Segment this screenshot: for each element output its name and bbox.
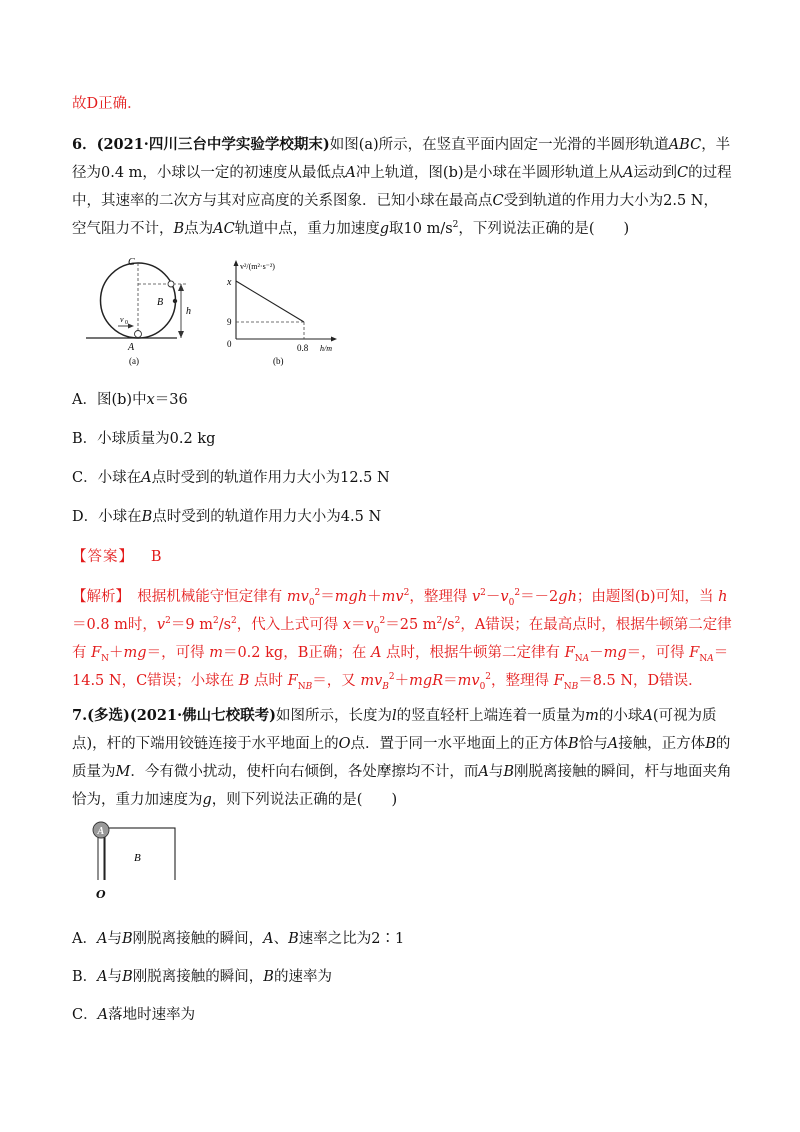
q7-option-a[interactable]: A．A与B刚脱离接触的瞬间，A、B速率之比为2∶1 xyxy=(72,931,405,947)
label-h: h xyxy=(186,306,191,317)
q6-option-a[interactable]: A．图(b)中x＝36 xyxy=(72,392,188,408)
q7-figure xyxy=(72,818,212,880)
answer-value: B xyxy=(150,549,163,565)
q7-stem: 7.(多选)(2021·佛山七校联考)如图所示，长度为l的竖直轻杆上端连着一质量为m的小球A(可视为质点)，杆的下端用铰链连接于水平地面上的O点．置于同一水平地面上的正方体B恰与A接触，正方体B的质量为M．今有微小扰动，使杆向右倾倒，各处摩擦均不计，而A与B刚脱离接触的瞬间，杆与地面夹角恰为，重力加速度为g，则下列说法正确的是( ) xyxy=(72,707,732,808)
q7-number: 7. xyxy=(72,707,88,724)
q6-answer xyxy=(72,546,162,568)
q6-option-b[interactable]: B．小球质量为0.2 kg xyxy=(72,431,216,447)
q7-label-B: B xyxy=(134,852,141,864)
fig-b-x: x xyxy=(227,277,232,288)
q7-label-O: O xyxy=(96,888,106,901)
q7-label-A: A xyxy=(97,826,105,837)
fig-b-9: 9 xyxy=(227,317,232,327)
answer-label: 【答案】 xyxy=(72,549,134,565)
previous-answer-tail: 故D正确． xyxy=(72,96,142,112)
label-A: A xyxy=(128,342,135,353)
q7-option-b[interactable]: B．A与B刚脱离接触的瞬间，B的速率为 xyxy=(72,969,332,985)
q6-figure-a xyxy=(82,250,212,370)
label-C: C xyxy=(128,257,135,268)
caption-b: (b) xyxy=(273,356,284,366)
fig-b-0: 0 xyxy=(227,339,232,349)
q6-source: (2021·四川三台中学实验学校期末) xyxy=(96,136,330,153)
q6-figure-b xyxy=(220,255,350,370)
svg-text:0: 0 xyxy=(125,320,128,326)
q6-analysis: 【解析】 根据机械能守恒定律有 $mv_0^2=mgh+mv^2$，整理得 $v^2-v_0^2=-2gh$；由题图(b)可知，当 h＝0.8 m时，$v^2=9$ $m^2/s^2$，代入上式可得 $x=v_0^2=25$ $m^2/s^2$，A错误；在最高点时，根据牛顿第二定律有 $F_N+mg=$，可得 m＝0.2 kg，B正确；在 A 点时，根据牛顿第二定律有 $F_{NA}-mg=$，可得 $F_{NA}=14.5$ N，C错误；小球在 B 点时 $F_{NB}=$，又 $mv_B^2+mgR=mv_0^2$，整理得 $F_{NB}=8.5$ N，D错误． xyxy=(72,588,732,692)
q6-option-c[interactable]: C．小球在A点时受到的轨道作用力大小为12.5 N xyxy=(72,470,390,486)
caption-a: (a) xyxy=(129,356,139,366)
q6-option-d[interactable]: D．小球在B点时受到的轨道作用力大小为4.5 N xyxy=(72,509,382,525)
q6-number: 6． xyxy=(72,136,97,153)
analysis-label: 【解析】 xyxy=(72,589,123,605)
q7-option-c[interactable]: C．A落地时速率为 xyxy=(72,1007,196,1023)
fig-b-ylabel: v²/(m²·s⁻²) xyxy=(240,262,275,271)
fig-b-xlabel: h/m xyxy=(320,344,332,353)
fig-b-tick: 0.8 xyxy=(297,343,309,353)
q6-stem: 6．(2021·四川三台中学实验学校期末)如图(a)所示，在竖直平面内固定一光滑的半圆形轨道ABC，半径为0.4 m，小球以一定的初速度从最低点A冲上轨道，图(b)是小球在半圆形轨道上从A运动到C的过程中，其速率的二次方与其对应高度的关系图象．已知小球在最高点C受到轨道的作用力大小为2.5 N，空气阻力不计，B点为AC轨道中点，重力加速度g取10 $m/s^2$，下列说法正确的是( ) xyxy=(72,136,732,237)
q7-source: (多选)(2021·佛山七校联考) xyxy=(87,707,276,724)
label-B: B xyxy=(157,297,164,308)
label-v0: v xyxy=(120,315,124,324)
